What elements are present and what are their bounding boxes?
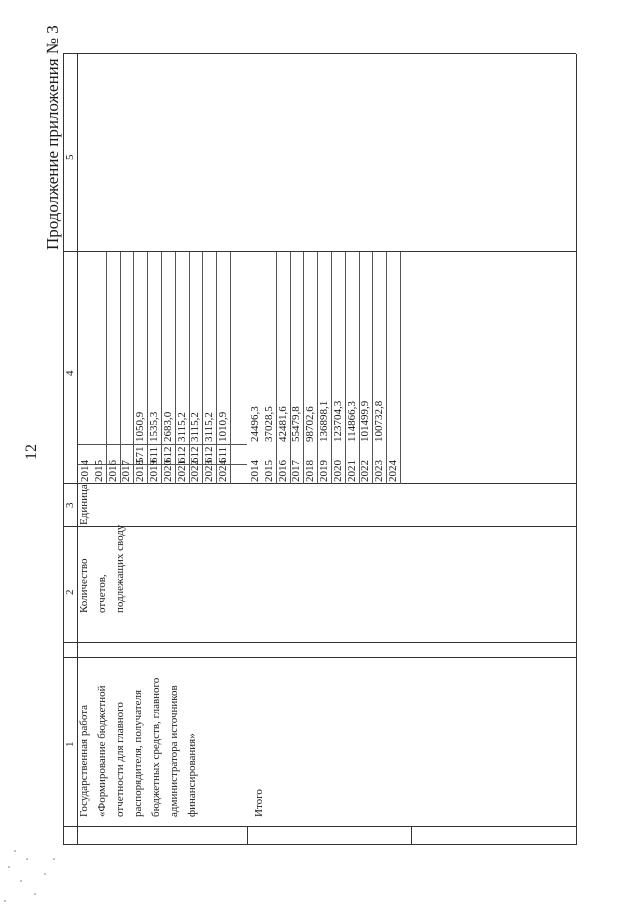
work-quantity: 612 <box>161 446 174 463</box>
work-quantity: 612 <box>203 446 216 463</box>
work-quantity-divider <box>78 444 247 445</box>
scan-speck <box>34 893 36 895</box>
column-number-1: 1 <box>64 741 76 747</box>
work-year: 2022 <box>189 460 202 482</box>
work-amount: 1010,9 <box>217 411 229 442</box>
total-year: 2023 <box>373 460 386 482</box>
column-number-2: 2 <box>64 589 76 595</box>
total-amount: 123704,3 <box>331 400 344 442</box>
total-amount: 136898,1 <box>318 400 330 442</box>
work-year: 2016 <box>106 460 119 482</box>
total-year: 2024 <box>387 460 399 482</box>
work-year: 2020 <box>161 460 174 482</box>
total-row-line <box>372 252 373 484</box>
work-year: 2021 <box>175 460 188 482</box>
work-row-line <box>106 252 107 484</box>
work-amount: 1050,9 <box>134 411 147 442</box>
total-amount: 37028,5 <box>262 406 275 442</box>
total-amount: 24496,3 <box>249 406 261 442</box>
work-year: 2017 <box>120 460 133 482</box>
scan-speck <box>8 866 10 868</box>
total-amount: 101499,9 <box>359 400 372 442</box>
work-name-line-5: бюджетных средств, главного <box>150 677 162 817</box>
total-row-line <box>345 252 346 484</box>
scan-speck <box>44 873 46 875</box>
column-number-5: 5 <box>64 154 76 160</box>
work-quantity: 571 <box>134 446 147 463</box>
indicator-line-3: подлежащих своду <box>114 524 126 613</box>
work-year: 2014 <box>79 460 91 482</box>
work-quantity: 612 <box>189 446 202 463</box>
work-row-line <box>120 252 121 484</box>
total-row-line <box>290 252 291 484</box>
total-year: 2020 <box>331 460 344 482</box>
work-quantity: 611 <box>148 446 160 463</box>
work-amount: 3115,2 <box>175 412 188 442</box>
total-amount: 114866,3 <box>345 401 358 442</box>
scan-speck <box>14 850 16 852</box>
total-row-line <box>386 252 387 484</box>
work-name-line-1: Государственная работа <box>78 704 90 817</box>
total-amount: 55479,8 <box>290 406 303 442</box>
work-year: 2024 <box>217 460 229 482</box>
total-row-line <box>276 252 277 484</box>
total-amount: 98702,6 <box>304 406 317 442</box>
scan-speck <box>26 858 28 860</box>
total-year: 2015 <box>262 460 275 482</box>
work-amount: 3115,2 <box>189 412 202 442</box>
work-quantity: 612 <box>175 446 188 463</box>
scan-speck <box>53 858 55 860</box>
column-number-4: 4 <box>64 370 76 376</box>
work-name-line-2: «Формирование бюджетной <box>96 685 108 817</box>
continuation-title: Продолжение приложения № 3 <box>43 25 62 250</box>
total-amount: 100732,8 <box>373 400 386 442</box>
total-row-line <box>400 252 401 484</box>
work-name-line-6: администратора источников <box>168 685 180 817</box>
work-year: 2023 <box>203 460 216 482</box>
total-year: 2017 <box>290 460 303 482</box>
scan-speck <box>4 900 6 902</box>
total-amount: 42481,6 <box>276 406 289 442</box>
unit-cell: Единица <box>78 484 90 525</box>
total-label: Итого <box>253 789 265 817</box>
work-name-line-4: распорядителя, получателя <box>132 689 144 817</box>
total-year: 2016 <box>276 460 289 482</box>
total-year: 2022 <box>359 460 372 482</box>
work-amount: 3115,2 <box>203 412 216 442</box>
total-row-line <box>331 252 332 484</box>
work-year: 2019 <box>148 460 160 482</box>
work-amount: 2683,0 <box>161 411 174 442</box>
work-name-line-3: отчетности для главного <box>114 702 126 817</box>
total-row-line <box>359 252 360 484</box>
page-number: 12 <box>23 444 40 460</box>
total-year: 2018 <box>304 460 317 482</box>
work-year: 2015 <box>92 460 105 482</box>
total-year: 2019 <box>318 460 330 482</box>
total-row-line <box>317 252 318 484</box>
indicator-line-2: отчетов, <box>96 574 108 613</box>
work-amount: 1535,3 <box>148 411 160 442</box>
scan-speck <box>20 880 22 882</box>
column-number-3: 3 <box>64 502 76 508</box>
work-row-line <box>230 252 231 484</box>
work-year: 2018 <box>134 460 147 482</box>
work-quantity: 611 <box>217 446 229 463</box>
total-year: 2014 <box>249 460 261 482</box>
indicator-line-1: Количество <box>78 558 90 613</box>
work-name-line-7: финансирования» <box>186 733 198 817</box>
total-year: 2021 <box>345 460 358 482</box>
total-row-line <box>303 252 304 484</box>
